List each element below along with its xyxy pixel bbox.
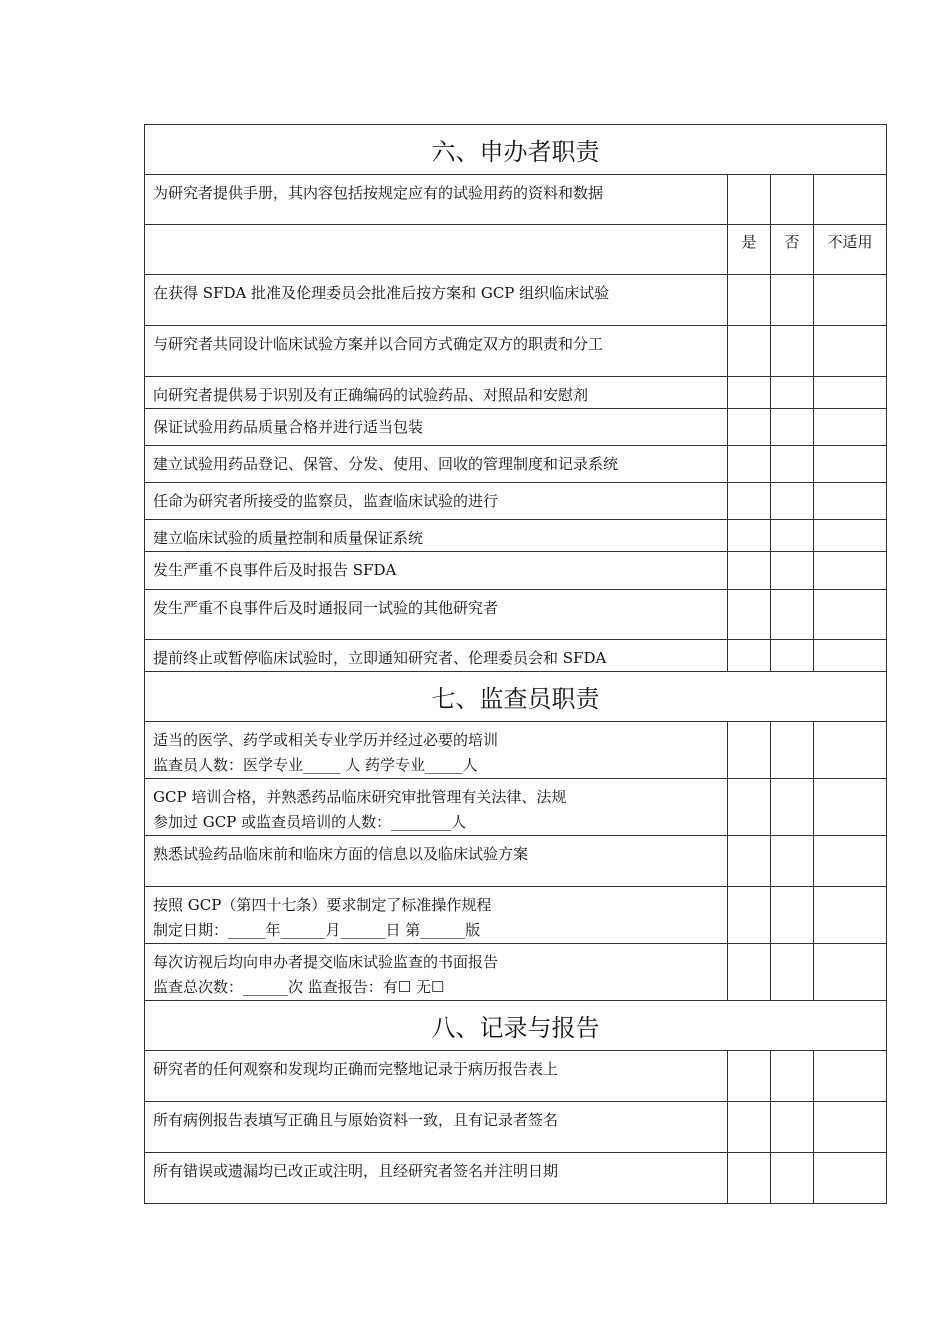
check-cell-yes[interactable] <box>728 1153 771 1204</box>
check-cell-yes[interactable] <box>728 887 771 944</box>
item-line: 在获得 SFDA 批准及伦理委员会批准后按方案和 GCP 组织临床试验 <box>153 284 610 302</box>
check-cell-no[interactable] <box>771 590 814 640</box>
checklist-table <box>144 124 887 1204</box>
item-line: 监查总次数：______次 监查报告：有☐ 无☐ <box>153 978 445 996</box>
check-cell-yes[interactable] <box>728 722 771 779</box>
check-cell-na[interactable] <box>814 640 887 672</box>
check-cell-yes[interactable] <box>728 836 771 887</box>
checklist-item-text <box>145 1051 728 1102</box>
item-line: 向研究者提供易于识别及有正确编码的试验药品、对照品和安慰剂 <box>153 386 589 404</box>
section-title-row <box>145 1001 887 1051</box>
item-line: 发生严重不良事件后及时报告 SFDA <box>153 561 397 579</box>
column-header-yes: 是 <box>728 225 771 275</box>
check-cell-na[interactable] <box>814 175 887 225</box>
check-cell-na[interactable] <box>814 590 887 640</box>
checklist-item-text <box>145 779 728 836</box>
check-cell-yes[interactable] <box>728 409 771 446</box>
item-line: 适当的医学、药学或相关专业学历并经过必要的培训 <box>153 731 499 749</box>
item-line: 制定日期：_____年______月______日 第______版 <box>153 921 481 939</box>
item-line: 熟悉试验药品临床前和临床方面的信息以及临床试验方案 <box>153 845 529 863</box>
column-header-no: 否 <box>771 225 814 275</box>
item-line: 参加过 GCP 或监查员培训的人数：________人 <box>153 813 467 831</box>
column-header-na: 不适用 <box>814 225 887 275</box>
check-cell-yes[interactable] <box>728 1051 771 1102</box>
check-cell-yes[interactable] <box>728 446 771 483</box>
check-cell-no[interactable] <box>771 836 814 887</box>
item-line: 所有病例报告表填写正确且与原始资料一致，且有记录者签名 <box>153 1111 559 1129</box>
check-cell-no[interactable] <box>771 483 814 520</box>
check-cell-no[interactable] <box>771 275 814 326</box>
check-cell-yes[interactable] <box>728 1102 771 1153</box>
item-line: 每次访视后均向申办者提交临床试验监查的书面报告 <box>153 953 499 971</box>
item-line: 所有错误或遗漏均已改正或注明，且经研究者签名并注明日期 <box>153 1162 559 1180</box>
section-title: 六、申办者职责 <box>145 125 887 175</box>
checklist-row <box>145 944 887 1001</box>
checklist-row <box>145 552 887 590</box>
check-cell-no[interactable] <box>771 779 814 836</box>
check-cell-na[interactable] <box>814 944 887 1001</box>
check-cell-yes[interactable] <box>728 326 771 377</box>
checklist-item-text <box>145 1153 728 1204</box>
check-cell-na[interactable] <box>814 377 887 409</box>
check-cell-na[interactable] <box>814 887 887 944</box>
checklist-item-text <box>145 722 728 779</box>
checklist-row <box>145 640 887 672</box>
check-cell-yes[interactable] <box>728 640 771 672</box>
section-title-row <box>145 672 887 722</box>
checklist-row <box>145 836 887 887</box>
checklist-row <box>145 1051 887 1102</box>
check-cell-no[interactable] <box>771 887 814 944</box>
item-line: 发生严重不良事件后及时通报同一试验的其他研究者 <box>153 599 499 617</box>
check-cell-no[interactable] <box>771 446 814 483</box>
check-cell-na[interactable] <box>814 779 887 836</box>
item-line: 与研究者共同设计临床试验方案并以合同方式确定双方的职责和分工 <box>153 335 604 353</box>
checklist-row <box>145 377 887 409</box>
checklist-item-text <box>145 326 728 377</box>
checklist-item-text <box>145 175 728 225</box>
check-cell-no[interactable] <box>771 640 814 672</box>
section-title-row <box>145 125 887 175</box>
check-cell-na[interactable] <box>814 275 887 326</box>
checklist-item-text <box>145 887 728 944</box>
check-cell-no[interactable] <box>771 722 814 779</box>
checklist-row <box>145 275 887 326</box>
check-cell-no[interactable] <box>771 1102 814 1153</box>
checklist-item-text <box>145 590 728 640</box>
checklist-item-text <box>145 409 728 446</box>
item-line: 建立临床试验的质量控制和质量保证系统 <box>153 529 424 547</box>
check-cell-na[interactable] <box>814 409 887 446</box>
item-line: 建立试验用药品登记、保管、分发、使用、回收的管理制度和记录系统 <box>153 455 619 473</box>
check-cell-yes[interactable] <box>728 483 771 520</box>
check-cell-no[interactable] <box>771 552 814 590</box>
checklist-item-text <box>145 377 728 409</box>
check-cell-no[interactable] <box>771 944 814 1001</box>
checklist-row <box>145 1153 887 1204</box>
check-cell-na[interactable] <box>814 1153 887 1204</box>
check-cell-na[interactable] <box>814 483 887 520</box>
checklist-item-text <box>145 520 728 552</box>
item-line: 监查员人数：医学专业_____ 人 药学专业_____人 <box>153 756 478 774</box>
check-cell-yes[interactable] <box>728 520 771 552</box>
check-cell-no[interactable] <box>771 1153 814 1204</box>
checklist-row <box>145 483 887 520</box>
check-cell-no[interactable] <box>771 326 814 377</box>
check-cell-yes[interactable] <box>728 779 771 836</box>
check-cell-na[interactable] <box>814 722 887 779</box>
item-line: 保证试验用药品质量合格并进行适当包装 <box>153 418 424 436</box>
check-cell-na[interactable] <box>814 446 887 483</box>
check-cell-no[interactable] <box>771 520 814 552</box>
checklist-row <box>145 590 887 640</box>
check-cell-na[interactable] <box>814 836 887 887</box>
header-blank-cell <box>145 225 728 275</box>
checklist-row <box>145 520 887 552</box>
check-cell-na[interactable] <box>814 1051 887 1102</box>
item-line: 研究者的任何观察和发现均正确而完整地记录于病历报告表上 <box>153 1060 559 1078</box>
check-cell-yes[interactable] <box>728 377 771 409</box>
checklist-row <box>145 1102 887 1153</box>
column-header-row <box>145 225 887 275</box>
checklist-item-text <box>145 944 728 1001</box>
check-cell-na[interactable] <box>814 326 887 377</box>
check-cell-na[interactable] <box>814 1102 887 1153</box>
checklist-row <box>145 175 887 225</box>
checklist-row <box>145 446 887 483</box>
check-cell-yes[interactable] <box>728 552 771 590</box>
check-cell-no[interactable] <box>771 377 814 409</box>
check-cell-yes[interactable] <box>728 944 771 1001</box>
check-cell-yes[interactable] <box>728 175 771 225</box>
check-cell-na[interactable] <box>814 552 887 590</box>
checklist-item-text <box>145 640 728 672</box>
check-cell-na[interactable] <box>814 520 887 552</box>
check-cell-no[interactable] <box>771 409 814 446</box>
item-line: 按照 GCP（第四十七条）要求制定了标准操作规程 <box>153 896 492 914</box>
item-line: 提前终止或暂停临床试验时，立即通知研究者、伦理委员会和 SFDA <box>153 649 607 667</box>
item-line: 为研究者提供手册，其内容包括按规定应有的试验用药的资料和数据 <box>153 184 604 202</box>
section-title: 七、监查员职责 <box>145 672 887 722</box>
checklist-row <box>145 722 887 779</box>
checklist-item-text <box>145 552 728 590</box>
check-cell-yes[interactable] <box>728 275 771 326</box>
checklist-row <box>145 409 887 446</box>
section-title: 八、记录与报告 <box>145 1001 887 1051</box>
checklist-row <box>145 887 887 944</box>
item-line: GCP 培训合格，并熟悉药品临床研究审批管理有关法律、法规 <box>153 788 567 806</box>
checklist-item-text <box>145 275 728 326</box>
checklist-item-text <box>145 446 728 483</box>
check-cell-no[interactable] <box>771 1051 814 1102</box>
checklist-row <box>145 779 887 836</box>
checklist-row <box>145 326 887 377</box>
check-cell-no[interactable] <box>771 175 814 225</box>
checklist-item-text <box>145 1102 728 1153</box>
checklist-item-text <box>145 836 728 887</box>
item-line: 任命为研究者所接受的监察员，监查临床试验的进行 <box>153 492 499 510</box>
check-cell-yes[interactable] <box>728 590 771 640</box>
checklist-item-text <box>145 483 728 520</box>
